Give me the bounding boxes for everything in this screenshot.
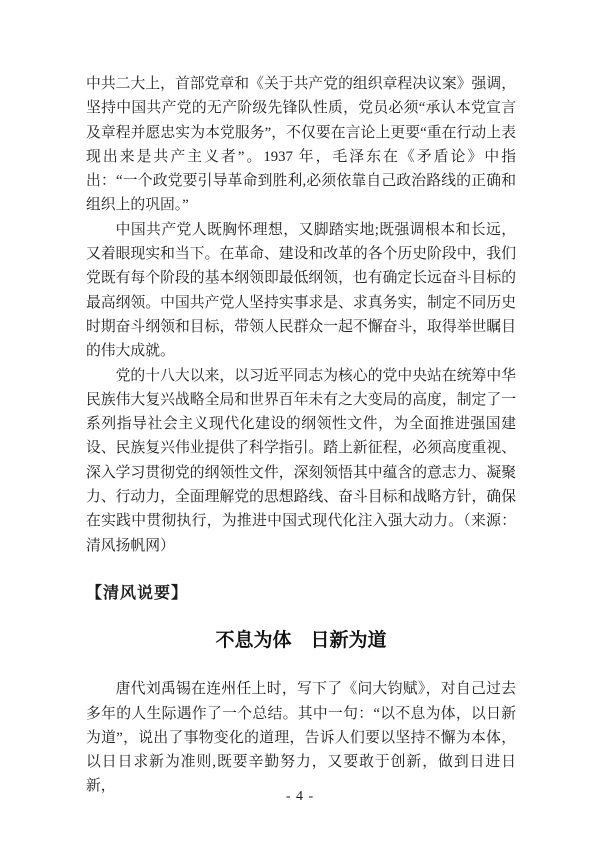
document-content	[86, 72, 516, 799]
section-label: 【清风说要】	[86, 584, 189, 602]
paragraph-3: 党的十八大以来，以习近平同志为核心的党中央站在统筹中华民族伟大复兴战略全局和世界百年未有之大变局的高度，制定了一系列指导社会主义现代化建设的纲领性文件，为全面推进强国建设、民族复兴伟业提供了科学指引。踏上新征程，必须高度重视、深入学习贯彻党的纲领性文件，深刻领悟其中蕴含的意志力、凝聚力、行动力，全面理解党的思想路线、奋斗目标和战略方针，确保在实践中贯彻执行，为推进中国式现代化注入强大动力。（来源：清风扬帆网）	[86, 367, 516, 554]
paragraph-1: 中共二大上，首部党章和《关于共产党的组织章程决议案》强调，坚持中国共产党的无产阶级先锋队性质，党员必须“承认本党宣言及章程并愿忠实为本党服务”，不仅要在言论上更要“重在行动上表现出来是共产主义者”。1937 年，毛泽东在《矛盾论》中指出：“一个政党要引导革命到胜利,必须依靠自己政治路线的正确和组织上的巩固。”	[86, 76, 516, 214]
article-title: 不息为体 日新为道	[215, 630, 387, 652]
paragraph-2: 中国共产党人既胸怀理想，又脚踏实地;既强调根本和长远，又着眼现实和当下。在革命、建设和改革的各个历史阶段中，我们党既有每个阶段的基本纲领即最低纲领，也有确定长远奋斗目标的最高纲领。中国共产党人坚持实事求是、求真务实，制定不同历史时期奋斗纲领和目标，带领人民群众一起不懈奋斗，取得举世瞩目的伟大成就。	[86, 221, 516, 360]
page-number: - 4 -	[285, 789, 315, 804]
paragraph-4: 唐代刘禹锡在连州任上时，写下了《问大钧赋》，对自己过去多年的人生际遇作了一个总结。其中一句：“以不息为体，以日新为道”，说出了事物变化的道理，告诉人们要以坚持不懈为本体，以日日求新为准则,既要辛勤努力，又要敢于创新，做到日进日新，	[86, 681, 516, 795]
